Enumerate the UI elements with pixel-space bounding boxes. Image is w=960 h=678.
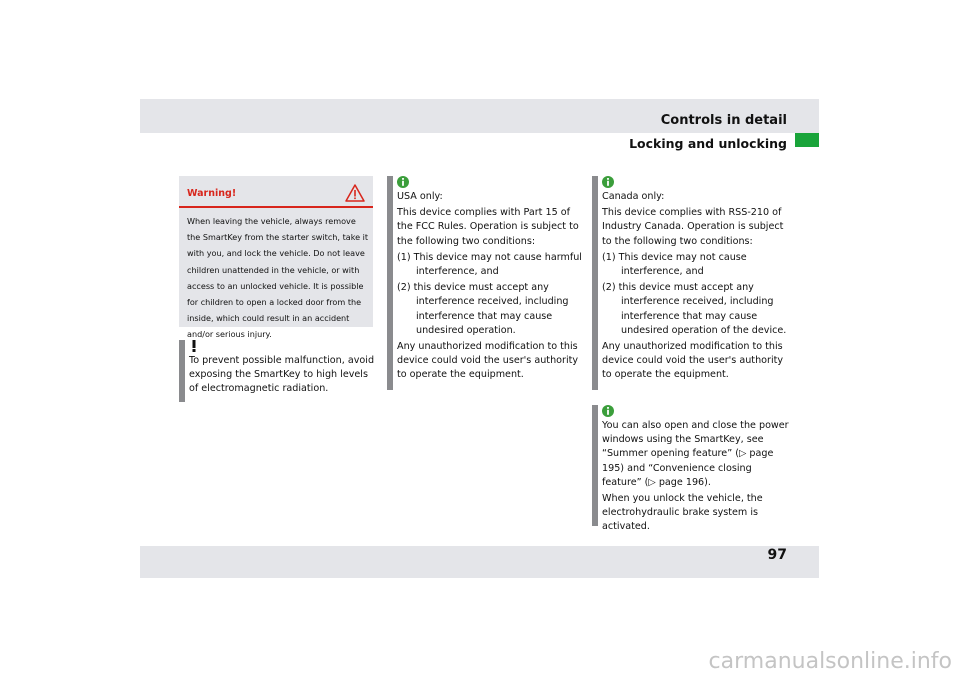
warning-text: When leaving the vehicle, always remove the SmartKey from the starter switch, take it with you, and lock the vehicle. Do not leave children unattended in the vehicle, or with access to an unlocked vehicle. It is possible for children to open a locked door from the inside, which could result in an accident and/or serious injury. (187, 216, 369, 340)
usa-info-intro: This device complies with Part 15 of the FCC Rules. Operation is subject to the following two conditions: (397, 207, 579, 247)
warning-title: Warning! (187, 188, 237, 199)
warning-box (179, 176, 373, 340)
usa-info-bar (387, 176, 393, 390)
info-icon (397, 176, 409, 188)
subsection-title: Locking and unlocking (629, 136, 787, 151)
window-info-block (592, 405, 792, 533)
warning-divider (179, 206, 373, 208)
info-icon (602, 176, 614, 188)
footer-band (140, 546, 819, 578)
list-item: (2) this device must accept any interference received, including interference that may cause undesired operation of the device. (602, 282, 787, 336)
canada-info-closing: Any unauthorized modification to this device could void the user's authority to operate the equipment. (602, 341, 784, 381)
usa-info-heading: USA only: (397, 191, 443, 202)
canada-info-heading: Canada only: (602, 191, 665, 202)
canada-info-bar (592, 176, 598, 390)
watermark: carmanualsonline.info (708, 649, 952, 674)
exclamation-icon (189, 340, 199, 352)
brake-info-text: When you unlock the vehicle, the electrohydraulic brake system is activated. (602, 493, 763, 533)
notice-block (179, 340, 377, 402)
list-item: (2) this device must accept any interference received, including interference that may cause undesired operation. (397, 282, 569, 336)
warning-triangle-icon (345, 184, 365, 202)
canada-info-intro: This device complies with RSS-210 of Industry Canada. Operation is subject to the following two conditions: (602, 207, 784, 247)
info-icon (602, 405, 614, 417)
canada-info-block (592, 176, 792, 390)
list-item: (1) This device may not cause harmful interference, and (397, 251, 582, 278)
notice-text: To prevent possible malfunction, avoid exposing the SmartKey to high levels of electromagnetic radiation. (189, 355, 375, 395)
usa-info-closing: Any unauthorized modification to this device could void the user's authority to operate the equipment. (397, 341, 579, 381)
notice-bar (179, 340, 185, 402)
window-info-bar (592, 405, 598, 526)
usa-info-block (387, 176, 583, 390)
section-title: Controls in detail (660, 113, 787, 128)
window-info-text: You can also open and close the power windows using the SmartKey, see “Summer opening feature” (▷ page 195) and “Convenience closing feature” (▷ page 196). (602, 420, 789, 488)
list-item: (1) This device may not cause interference, and (602, 251, 747, 278)
section-marker (795, 133, 819, 147)
page-number: 97 (767, 547, 787, 563)
